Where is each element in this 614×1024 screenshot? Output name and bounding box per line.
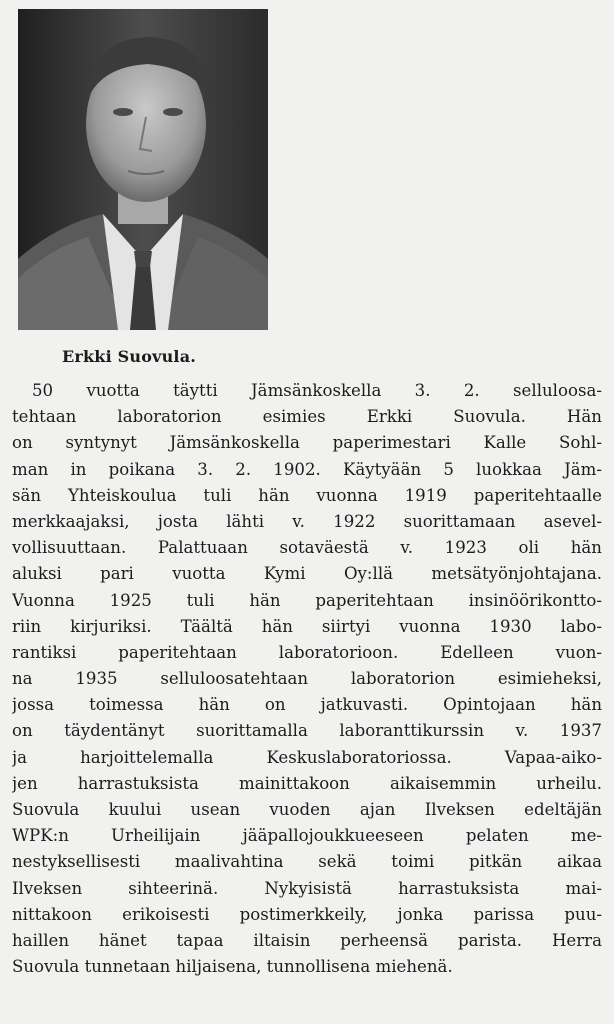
text-line: vollisuuttaan. Palattuaan sotaväestä v. 1923 oli hän (12, 538, 602, 558)
text-line: Suovula tunnetaan hiljaisena, tunnollisena miehenä. (12, 957, 453, 977)
text-line: Suovula kuului usean vuoden ajan Ilveksen edeltäjän (12, 800, 602, 819)
article-body (12, 378, 602, 980)
text-line: haillen hänet tapaa iltaisin perheensä parista. Herra (12, 930, 602, 950)
portrait-photo (18, 9, 268, 330)
text-line: on syntynyt Jämsänkoskella paperimestari Kalle Sohl- (12, 433, 602, 453)
text-line: ja harjoittelemalla Keskuslaboratoriossa. Vapaa-aiko- (12, 747, 602, 767)
text-line: riin kirjuriksi. Täältä hän siirtyi vuonna 1930 labo- (12, 616, 602, 636)
text-line: jen harrastuksista mainittakoon aikaisemmin urheilu. (12, 773, 602, 793)
text-line: nittakoon erikoisesti postimerkkeily, jonka parissa puu- (12, 904, 602, 924)
text-line: nestyksellisesti maalivahtina sekä toimi pitkän aikaa (12, 852, 602, 872)
text-line: tehtaan laboratorion esimies Erkki Suovula. Hän (12, 407, 602, 427)
text-line: Vuonna 1925 tuli hän paperitehtaan insinöörikontto- (12, 590, 602, 610)
text-line: 50 vuotta täytti Jämsänkoskella 3. 2. selluloosa- (32, 381, 602, 400)
text-line: sän Yhteiskoulua tuli hän vuonna 1919 paperitehtaalle (12, 485, 602, 505)
text-line: rantiksi paperitehtaan laboratorioon. Edelleen vuon- (12, 642, 602, 662)
text-line: na 1935 selluloosatehtaan laboratorion esimieheksi, (12, 669, 602, 689)
text-line: aluksi pari vuotta Kymi Oy:llä metsätyönjohtajana. (12, 564, 602, 584)
text-line: jossa toimessa hän on jatkuvasti. Opintojaan hän (12, 695, 602, 715)
text-line: WPK:n Urheilijain jääpallojoukkueeseen pelaten me- (12, 826, 602, 846)
text-line: merkkaajaksi, josta lähti v. 1922 suorittamaan asevel- (12, 511, 602, 531)
text-line: on täydentänyt suorittamalla laboranttikurssin v. 1937 (12, 721, 602, 741)
photo-caption: Erkki Suovula. (62, 347, 197, 366)
text-line: Ilveksen sihteerinä. Nykyisistä harrastuksista mai- (12, 878, 602, 898)
text-line: man in poikana 3. 2. 1902. Käytyään 5 luokkaa Jäm- (12, 459, 602, 479)
